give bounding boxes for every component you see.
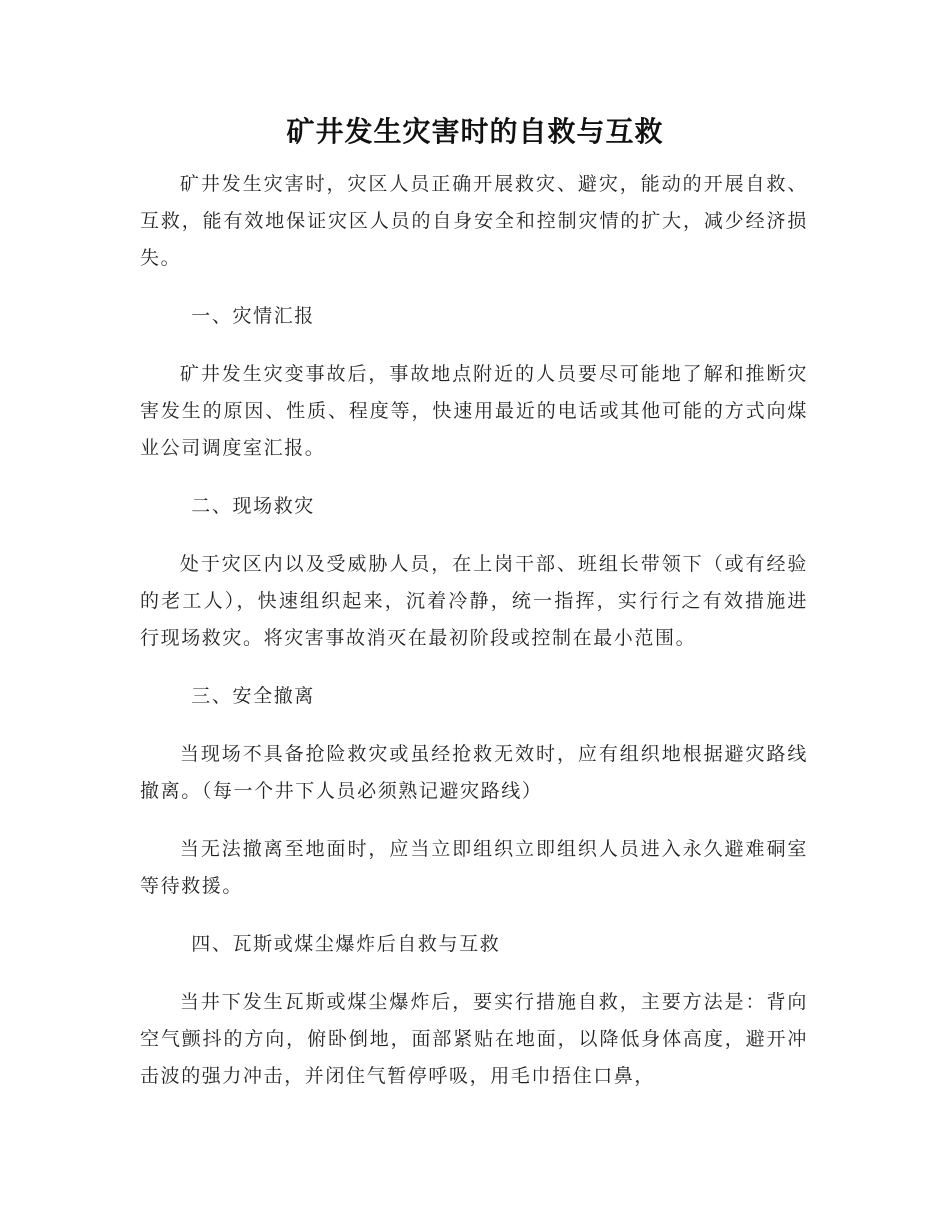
- document-title: 矿井发生灾害时的自救与互救: [286, 115, 664, 148]
- section-1-paragraph-1: 矿井发生灾变事故后，事故地点附近的人员要尽可能地了解和推断灾害发生的原因、性质、程度等，快速用最近的电话或其他可能的方式向煤业公司调度室汇报。: [140, 363, 808, 459]
- section-3-paragraph-1: 当现场不具备抢险救灾或虽经抢救无效时，应有组织地根据避灾路线撤离。（每一个井下人员必须熟记避灾路线）: [140, 743, 808, 802]
- section-2-paragraph-1: 处于灾区内以及受威胁人员，在上岗干部、班组长带领下（或有经验的老工人），快速组织起来，沉着冷静，统一指挥，实行行之有效措施进行现场救灾。将灾害事故消灭在最初阶段或控制在最小范围。: [140, 553, 808, 649]
- section-heading-2: 二、现场救灾: [191, 495, 315, 517]
- section-heading-1: 一、灾情汇报: [191, 305, 315, 327]
- section-heading-4: 四、瓦斯或煤尘爆炸后自救与互救: [191, 933, 501, 955]
- document-body: [140, 166, 808, 1116]
- section-4-paragraph-1: 当井下发生瓦斯或煤尘爆炸后，要实行措施自救，主要方法是：背向空气颤抖的方向，俯卧倒地，面部紧贴在地面，以降低身体高度，避开冲击波的强力冲击，并闭住气暂停呼吸，用毛巾捂住口鼻，: [140, 991, 808, 1087]
- section-3-paragraph-2: 当无法撤离至地面时，应当立即组织立即组织人员进入永久避难硐室等待救援。: [140, 838, 808, 897]
- section-heading-3: 三、安全撤离: [191, 685, 315, 707]
- intro-paragraph: 矿井发生灾害时，灾区人员正确开展救灾、避灾，能动的开展自救、互救，能有效地保证灾区人员的自身安全和控制灾情的扩大，减少经济损失。: [140, 173, 808, 269]
